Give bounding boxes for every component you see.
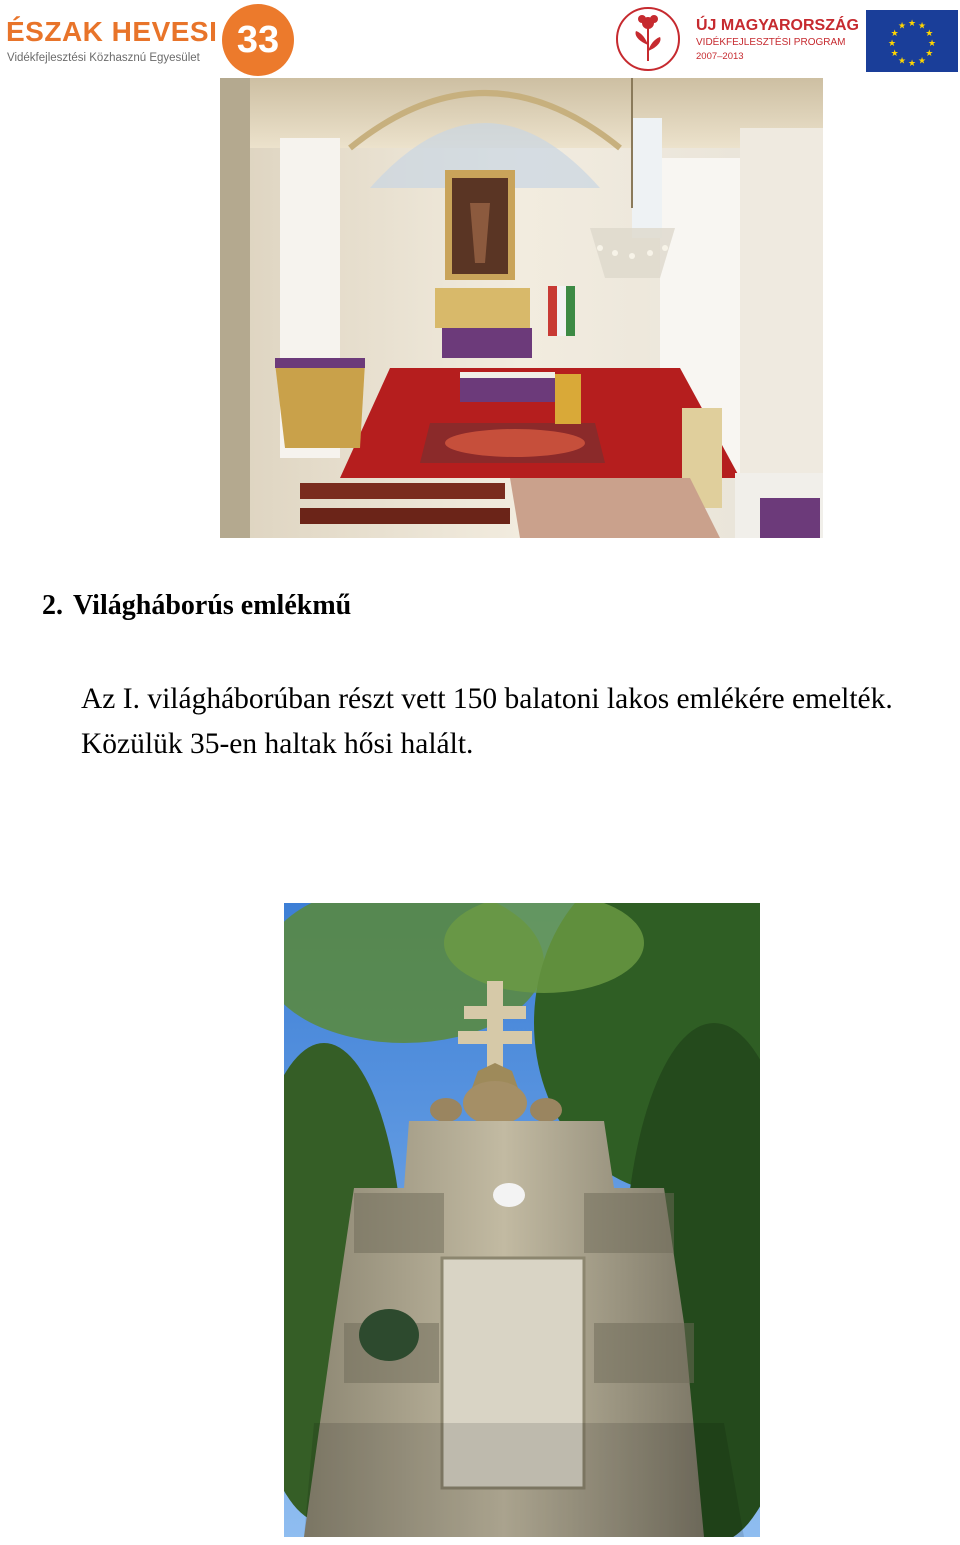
svg-text:★: ★ bbox=[925, 29, 934, 39]
war-memorial-photo bbox=[284, 903, 760, 1537]
svg-text:★: ★ bbox=[897, 21, 907, 32]
svg-text:★: ★ bbox=[907, 19, 917, 29]
svg-text:★: ★ bbox=[890, 49, 899, 59]
logo-subtitle: Vidékfejlesztési Közhasznú Egyesület bbox=[7, 52, 200, 64]
section-paragraph: Az I. világháborúban részt vett 150 balatoni lakos emlékére emelték. Közülük 35-en haltak hősi halált. bbox=[81, 683, 893, 760]
section-number: 2. bbox=[42, 590, 63, 621]
svg-text:★: ★ bbox=[927, 39, 937, 49]
svg-text:★: ★ bbox=[897, 56, 907, 67]
uj-magyarorszag-logo bbox=[614, 5, 859, 73]
svg-text:★: ★ bbox=[917, 21, 927, 32]
eu-flag-icon bbox=[866, 10, 958, 72]
svg-text:★: ★ bbox=[890, 29, 899, 39]
svg-text:★: ★ bbox=[887, 39, 897, 49]
section-title: Világháborús emlékmű bbox=[73, 590, 352, 621]
svg-text:★: ★ bbox=[907, 59, 917, 69]
program-subtitle: VIDÉKFEJLESZTÉSI PROGRAM bbox=[696, 37, 846, 48]
program-years: 2007–2013 bbox=[696, 51, 744, 62]
section-heading bbox=[42, 590, 351, 622]
logo-brand-name: ÉSZAK HEVESI bbox=[6, 16, 218, 47]
flower-emblem-icon bbox=[614, 5, 682, 73]
program-title: ÚJ MAGYARORSZÁG bbox=[696, 17, 859, 34]
svg-text:★: ★ bbox=[917, 56, 927, 67]
church-interior-photo bbox=[220, 78, 823, 538]
eszak-hevesi-logo bbox=[4, 4, 294, 76]
svg-text:★: ★ bbox=[925, 49, 934, 59]
logo-badge: 33 bbox=[222, 4, 294, 76]
